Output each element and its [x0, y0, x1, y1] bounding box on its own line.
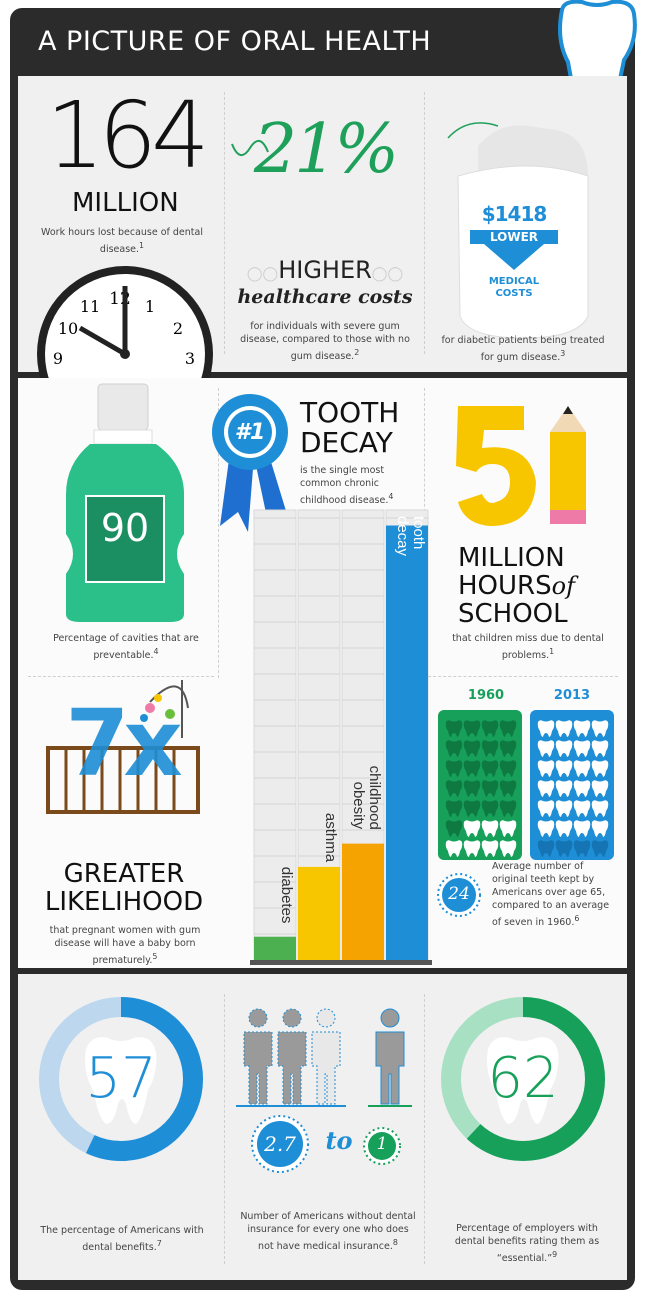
school-caption: that children miss due to dental problems.$^1$	[452, 633, 604, 662]
preventable-caption: Percentage of cavities that are preventable.$^4$	[53, 633, 199, 662]
year-2013-label: 2013	[553, 688, 591, 703]
decay-rank: #1	[234, 420, 266, 445]
svg-text:1: 1	[144, 297, 156, 316]
work-hours-number: 164	[46, 82, 204, 189]
person-figure	[312, 1009, 340, 1104]
teeth-count-number: 24	[448, 884, 470, 904]
pregnancy-multiplier: 7x	[65, 690, 177, 797]
page-title: A PICTURE OF ORAL HEALTH	[38, 26, 432, 57]
bar-childhood-obesity	[342, 844, 384, 960]
benefits-caption: The percentage of Americans with dental benefits.$^7$	[40, 1225, 204, 1254]
svg-text:3: 3	[184, 349, 196, 368]
bar-label-childhood-obesity: obesity	[350, 781, 367, 830]
pregnancy-caption: that pregnant women with gum disease will have a baby born prematurely.$^5$	[49, 925, 201, 967]
people-figures-icon	[232, 1008, 420, 1108]
pregnancy-title: GREATER LIKELIHOOD	[44, 859, 204, 917]
preventable-number: 90	[100, 506, 150, 550]
bar-tooth-decay	[386, 526, 428, 960]
svg-text:10: 10	[57, 319, 79, 338]
school-title: MILLION HOURSof SCHOOL	[458, 543, 575, 629]
employers-number: 62	[487, 1046, 559, 1111]
bar-diabetes	[254, 937, 296, 960]
down-arrow-icon	[484, 244, 544, 270]
bar-label-tooth-decay: tooth	[410, 516, 427, 550]
ratio-to: to	[325, 1126, 353, 1155]
bar-label-childhood-obesity: childhood	[366, 765, 383, 830]
bar-label-tooth-decay: decay	[394, 516, 411, 557]
svg-text:2: 2	[172, 319, 184, 338]
bar-label-asthma: asthma	[322, 812, 339, 863]
middle-panel	[18, 378, 627, 968]
ratio-right: 1	[376, 1134, 388, 1154]
clock-icon	[28, 264, 218, 372]
person-figure	[278, 1009, 306, 1104]
diabetic-label: MEDICAL COSTS	[488, 276, 540, 299]
year-1960-label: 1960	[467, 688, 505, 703]
mouthwash-bottle-icon	[60, 384, 190, 624]
svg-text:9: 9	[52, 349, 64, 368]
teeth-2013	[530, 710, 614, 860]
person-figure	[244, 1009, 272, 1104]
benefits-number: 57	[85, 1046, 157, 1111]
diabetic-direction: LOWER	[470, 230, 558, 244]
diabetic-amount: $1418	[481, 202, 547, 226]
person-figure	[376, 1009, 404, 1104]
bar-label-diabetes: diabetes	[278, 866, 295, 924]
gum-subheadline: healthcare costs	[237, 286, 413, 308]
bar-asthma	[298, 867, 340, 960]
gum-headline: ◯◯HIGHER◯◯	[246, 256, 404, 284]
teeth-grid-icon	[438, 710, 618, 862]
teeth-1960	[438, 710, 522, 860]
top-panel	[18, 76, 627, 372]
decay-title: TOOTH DECAY	[300, 396, 400, 459]
floss-scribble-icon	[230, 134, 270, 164]
gum-percent: 21%	[253, 110, 397, 189]
gum-caption: for individuals with severe gum disease, compared to those with no gum disease.$^2$	[240, 321, 410, 363]
diabetic-caption: for diabetic patients being treated for gum disease.$^3$	[441, 335, 605, 364]
work-hours-caption: Work hours lost because of dental disease.$^1$	[41, 227, 203, 256]
ratio-left: 2.7	[264, 1132, 296, 1156]
disease-bar-chart	[228, 508, 427, 966]
svg-text:11: 11	[79, 297, 101, 316]
bottom-panel	[18, 974, 627, 1280]
chart-baseline	[250, 960, 432, 965]
decay-caption: is the single most common chronic childhood disease.$^4$	[300, 465, 394, 507]
employers-caption: Percentage of employers with dental benefits rating them as “essential.”$^9$	[454, 1223, 600, 1265]
work-hours-unit: MILLION	[72, 188, 179, 218]
insurance-caption: Number of Americans without dental insurance for every one who does not have medical insurance.$^8$	[240, 1211, 416, 1253]
pencil-fifty-one-icon	[454, 402, 598, 532]
svg-text:12: 12	[109, 289, 131, 309]
teeth-kept-caption: Average number of original teeth kept by Americans over age 65, compared to an average of seven in 1960.$^6$	[492, 861, 610, 929]
